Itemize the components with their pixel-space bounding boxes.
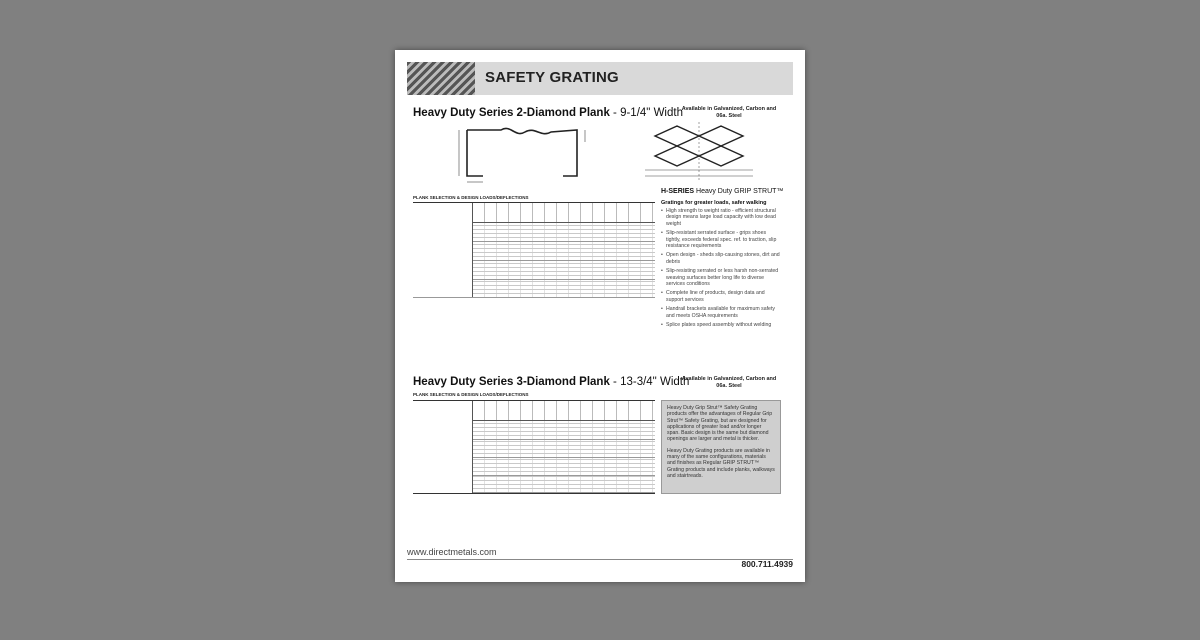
section1-table-stub xyxy=(413,203,473,297)
list-item: • Complete line of products, design data and support services xyxy=(661,290,781,303)
section2-title-rest: - 13-3/4" Width xyxy=(609,376,690,388)
list-item: • High strength to weight ratio - efficient structural design means large load capacity with low dead weight xyxy=(661,208,781,227)
section1-availability: Available in Galvanized, Carbon and 06a. Steel xyxy=(681,106,777,119)
section1-title xyxy=(413,107,683,119)
page-title: SAFETY GRATING xyxy=(485,69,619,86)
list-item: • Splice plates speed assembly without welding xyxy=(661,322,781,328)
hseries-title-bold: H-SERIES xyxy=(661,188,695,195)
footer-divider xyxy=(407,559,793,560)
list-item: • Open design - sheds slip-causing stones, dirt and debris xyxy=(661,252,781,265)
section2-title-bold: Heavy Duty Series 3-Diamond Plank xyxy=(413,376,610,388)
section2-availability: Available in Galvanized, Carbon and 06a. Steel xyxy=(681,376,777,389)
header-band xyxy=(407,62,793,95)
section2-table-caption: PLANK SELECTION & DESIGN LOADS/DEFLECTIONS xyxy=(413,392,529,397)
info-paragraph-2: Heavy Duty Grating products are available in many of the same configurations, materials and finishes as Regular GRIP STRUT™ Grating products and include planks, walkways and stairtreads. xyxy=(667,447,775,479)
section1-title-rest: - 9-1/4" Width xyxy=(609,107,683,119)
list-item: • Handrail brackets available for maximum safety and meets OSHA requirements xyxy=(661,306,781,319)
diamond-pattern-drawing xyxy=(635,122,775,184)
list-item: • Slip-resistant serrated surface - grips shoes tightly, exceeds federal spec. ref. to traction, slip resistance requirements xyxy=(661,230,781,249)
document-page xyxy=(395,50,805,582)
section2-title xyxy=(413,376,689,388)
footer-phone: 800.711.4939 xyxy=(741,559,793,569)
section1-title-bold: Heavy Duty Series 2-Diamond Plank xyxy=(413,107,610,119)
info-box xyxy=(661,400,781,494)
info-paragraph-1: Heavy Duty Grip Strut™ Safety Grating products offer the advantages of Regular Grip Strut™ Safety Grating, but are designed for applications of greater load and/or longer span. Basic design is the same but diamond openings are larger and metal is thicker. xyxy=(667,405,773,443)
hseries-title-rest: Heavy Duty GRIP STRUT™ xyxy=(694,188,784,195)
section2-load-table xyxy=(413,400,655,494)
hseries-subtitle: Gratings for greater loads, safer walking xyxy=(661,200,767,206)
hseries-title xyxy=(661,188,783,195)
list-item: • Slip-resisting serrated or less harsh non-serrated weaving surfaces better long life to diverse services conditions xyxy=(661,268,781,287)
section1-load-table xyxy=(413,202,655,298)
section1-table-caption: PLANK SELECTION & DESIGN LOADS/DEFLECTIONS xyxy=(413,195,529,200)
grating-photo xyxy=(407,62,475,95)
footer-url[interactable]: www.directmetals.com xyxy=(407,547,497,557)
feature-list xyxy=(661,208,781,332)
section2-table-stub xyxy=(413,401,473,493)
channel-profile-drawing xyxy=(455,124,605,186)
